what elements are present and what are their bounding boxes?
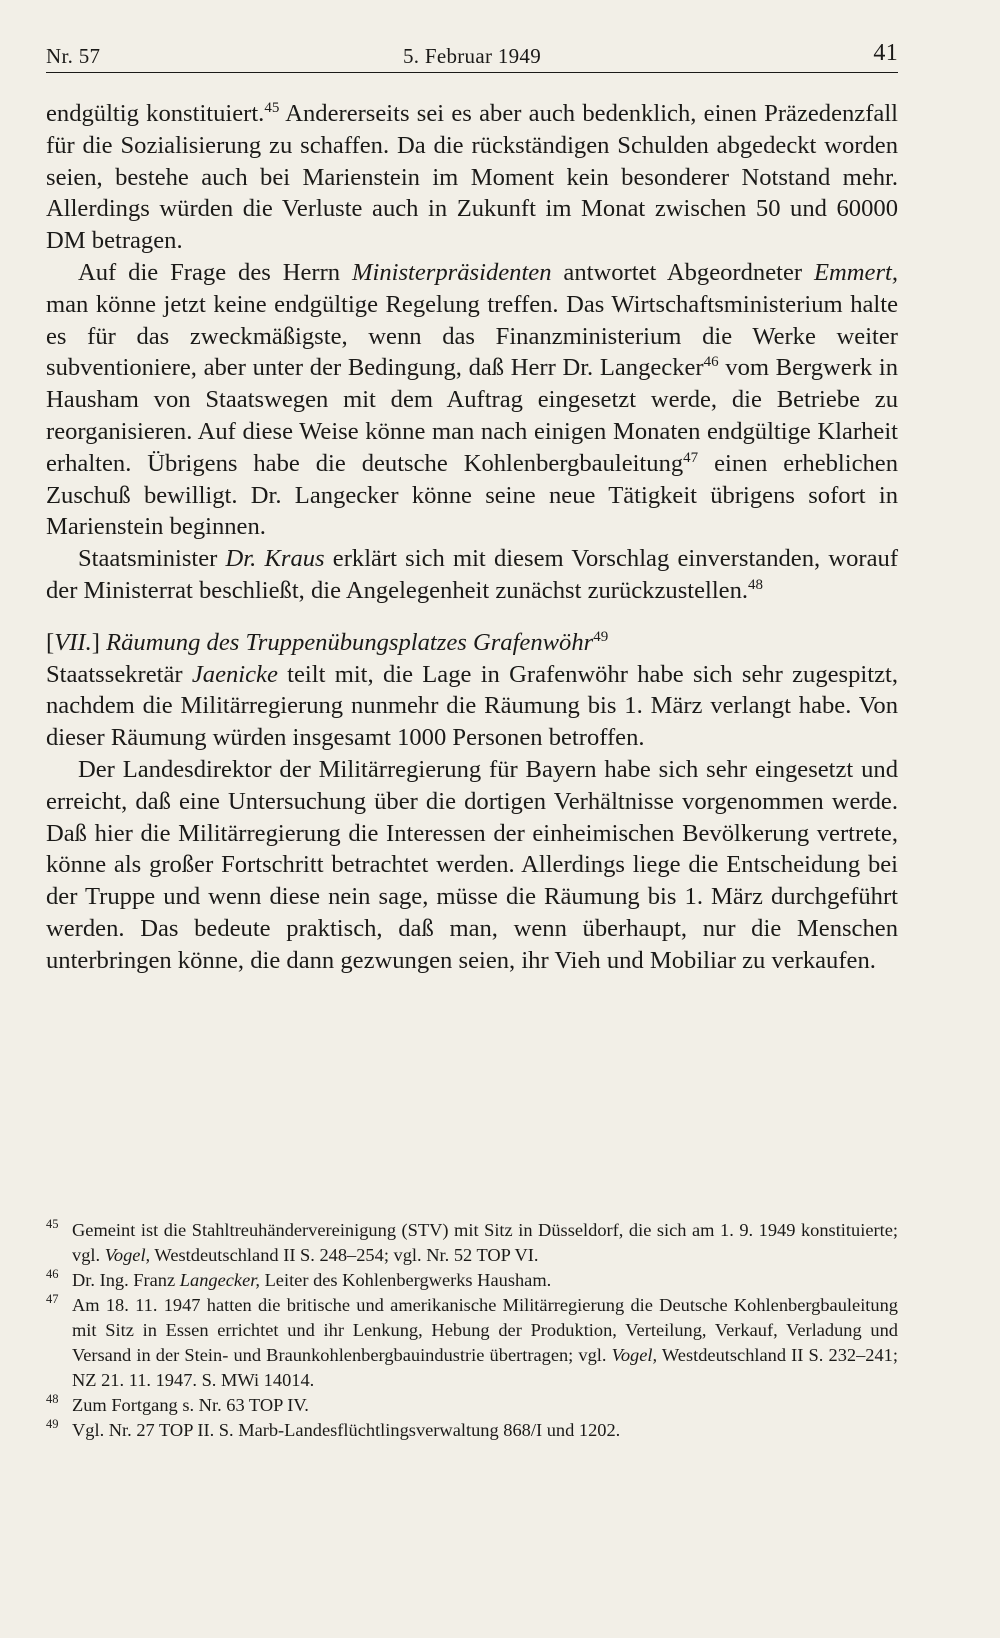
footnotes bbox=[46, 1218, 898, 1443]
paragraph: Auf die Frage des Herrn Ministerpräsidenten antwortet Abgeordneter Emmert, man könne jetzt keine endgültige Regelung treffen. Das Wirtschaftsministerium halte es für das zweckmäßigste, wenn das Finanzministerium die Werke weiter subventioniere, aber unter der Bedingung, daß Herr Dr. Langecker$^{46}$ vom Bergwerk in Hausham von Staatswegen mit dem Auftrag eingesetzt werde, die Betriebe zu reorganisieren. Auf diese Weise könne man nach einigen Monaten endgültige Klarheit erhalten. Übrigens habe die deutsche Kohlenbergbauleitung$^{47}$ einen erheblichen Zuschuß bewilligt. Dr. Langecker könne seine neue Tätigkeit übrigens sofort in Marienstein beginnen. bbox=[46, 258, 899, 541]
footnote-ref[interactable]: 46 bbox=[703, 354, 719, 371]
footnote: 48 Zum Fortgang s. Nr. 63 TOP IV. bbox=[46, 1393, 898, 1418]
paragraph: Der Landesdirektor der Militärregierung für Bayern habe sich sehr eingesetzt und erreicht, daß eine Untersuchung über die dortigen Verhältnisse vorgenommen werde. Daß hier die Militärregierung die Interessen der einheimischen Bevölkerung vertrete, könne als großer Fortschritt betrachtet werden. Allerdings liege die Entscheidung bei der Truppe und wenn diese nein sage, müsse die Räumung bis 1. März durchgeführt werden. Das bedeute praktisch, daß man, wenn überhaupt, nur die Menschen unterbringen könne, die dann gezwungen seien, ihr Vieh und Mobiliar zu verkaufen. bbox=[46, 755, 898, 974]
footnote-number: 49 bbox=[46, 1417, 59, 1431]
paragraph: Staatsminister Dr. Kraus erklärt sich mit diesem Vorschlag einverstanden, worauf der Ministerrat beschließt, die Angelegenheit zunächst zurückzustellen.$^{48}$ bbox=[46, 545, 899, 604]
page-number: 41 bbox=[873, 40, 898, 66]
footnote-ref[interactable]: 48 bbox=[748, 576, 764, 593]
footnote-ref[interactable]: 49 bbox=[593, 628, 609, 645]
running-header bbox=[46, 38, 898, 74]
footnote-ref[interactable]: 45 bbox=[264, 100, 280, 116]
footnote-number: 47 bbox=[46, 1292, 59, 1306]
footnote-number: 46 bbox=[46, 1267, 59, 1281]
person-name: Ministerpräsidenten bbox=[352, 258, 552, 286]
footnote: 47 Am 18. 11. 1947 hatten die britische und amerikanische Militärregierung die Deutsche Kohlenbergbauleitung mit Sitz in Essen errichtet und ihr Lenkung, Hebung der Produktion, Verteilung, Verkauf, Verladung und Versand in der Stein- und Braunkohlenbergbauindustrie übertragen; vgl. Vogel, Westdeutschland II S. 232–241; NZ 21. 11. 1947. S. MWi 14014. bbox=[46, 1293, 898, 1393]
footnote-number: 48 bbox=[46, 1392, 59, 1406]
section-title: Räumung des Truppenübungsplatzes Grafenwöhr bbox=[106, 628, 594, 656]
header-rule bbox=[46, 72, 898, 73]
document-number: Nr. 57 bbox=[46, 44, 101, 68]
section-heading: [VII.] Räumung des Truppenübungsplatzes Grafenwöhr$^{49}$ bbox=[46, 628, 609, 656]
footnote: 49 Vgl. Nr. 27 TOP II. S. Marb-Landesflüchtlingsverwaltung 868/I und 1202. bbox=[46, 1418, 898, 1443]
person-name: Emmert, bbox=[813, 258, 898, 286]
paragraph: Staatssekretär Jaenicke teilt mit, die Lage in Grafenwöhr habe sich sehr zugespitzt, nachdem die Militärregierung nunmehr die Räumung bis 1. März verlangt habe. Von dieser Räumung würden insgesamt 1000 Personen betroffen. bbox=[46, 660, 898, 752]
footnote: 46 Dr. Ing. Franz Langecker, Leiter des Kohlenbergwerks Hausham. bbox=[46, 1268, 898, 1293]
main-text bbox=[46, 98, 898, 977]
footnote-number: 45 bbox=[46, 1217, 59, 1231]
footnote: 45 Gemeint ist die Stahltreuhändervereinigung (STV) mit Sitz in Düsseldorf, die sich am 1. 9. 1949 konstituierte; vgl. Vogel, Westdeutschland II S. 248–254; vgl. Nr. 52 TOP VI. bbox=[46, 1218, 898, 1268]
person-name: Jaenicke bbox=[191, 660, 278, 688]
footnote-ref[interactable]: 47 bbox=[683, 449, 699, 466]
paragraph: endgültig konstituiert.$^{45}$ Andererseits sei es aber auch bedenklich, einen Präzedenzfall für die Sozialisierung zu schaffen. Da die rückständigen Schulden abgedeckt worden seien, bestehe auch bei Marienstein im Moment kein besonderer Notstand mehr. Allerdings würden die Verluste auch in Zukunft im Monat zwischen 50 und 60000 DM betragen. bbox=[46, 100, 898, 255]
document-date: 5. Februar 1949 bbox=[402, 44, 542, 68]
person-name: Dr. Kraus bbox=[225, 545, 325, 573]
